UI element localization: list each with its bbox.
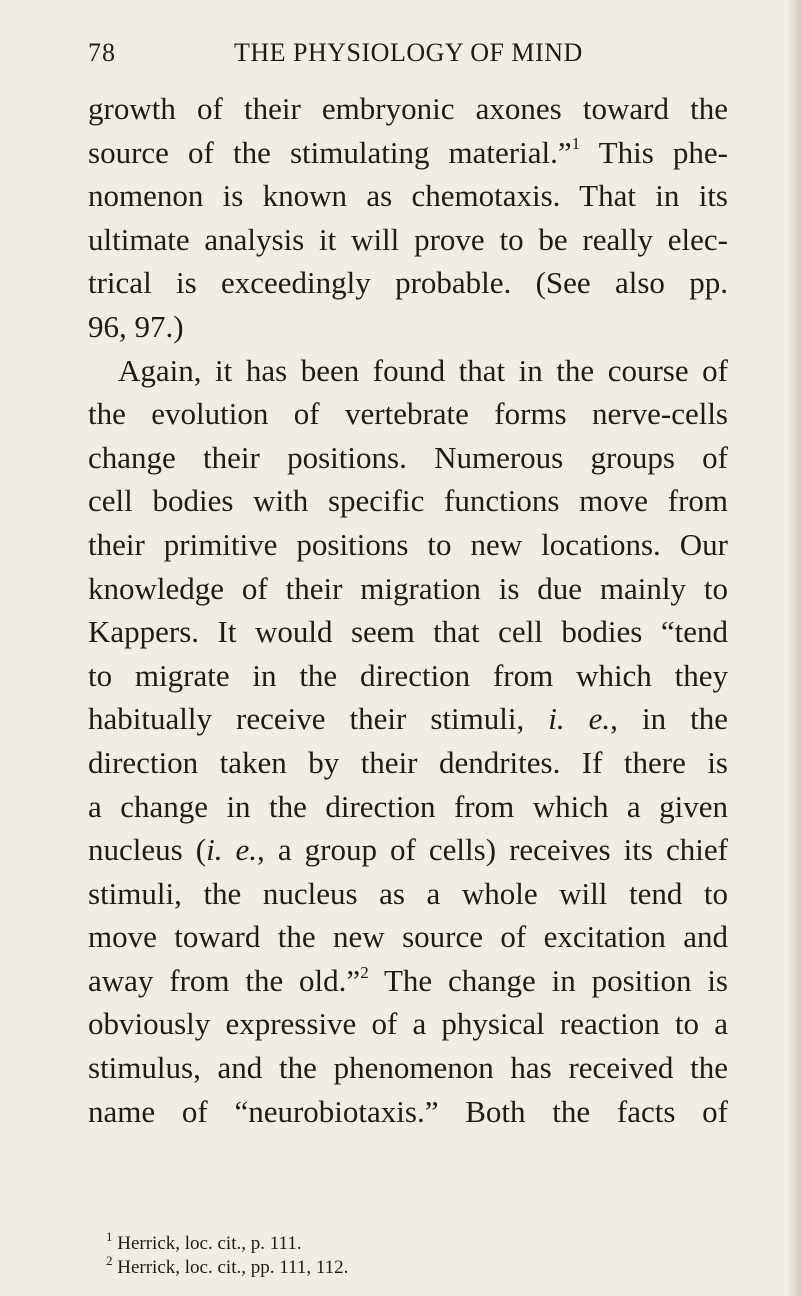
- footnote-ref-2: 2: [360, 962, 369, 982]
- page-number: 78: [88, 38, 116, 67]
- running-title: THE PHYSIOLOGY OF MIND: [234, 38, 583, 67]
- text-line-24: name of “neurobiotaxis.” Both the facts of: [88, 1093, 728, 1129]
- footnotes: [88, 1228, 728, 1280]
- text-line-10: cell bodies with specific functions move from: [88, 483, 728, 519]
- body-text: [88, 87, 728, 1133]
- text-line-5: trical is exceedingly probable. (See also pp.: [88, 265, 728, 301]
- text-line-9: change their positions. Numerous groups of: [88, 439, 728, 475]
- text-line-19: stimuli, the nucleus as a whole will tend to: [88, 875, 728, 911]
- text-line-21: away from the old.”$^2$ The change in position is: [88, 962, 728, 998]
- page-edge-shadow: [787, 0, 801, 1296]
- text-line-8: the evolution of vertebrate forms nerve-cells: [88, 396, 728, 432]
- text-line-6: 96, 97.): [88, 308, 184, 344]
- text-line-11: their primitive positions to new locations. Our: [88, 526, 728, 562]
- text-line-20: move toward the new source of excitation and: [88, 919, 728, 955]
- footnote-marker-1: 1: [106, 1228, 113, 1244]
- text-line-12: knowledge of their migration is due mainly to: [88, 570, 728, 606]
- text-line-23: stimulus, and the phenomenon has received the: [88, 1050, 728, 1086]
- text-line-3: nomenon is known as chemotaxis. That in its: [88, 178, 728, 214]
- text-line-17: a change in the direction from which a given: [88, 788, 728, 824]
- text-line-1: growth of their embryonic axones toward the: [88, 91, 728, 126]
- running-head: [88, 38, 728, 78]
- text-line-14: to migrate in the direction from which they: [88, 657, 728, 693]
- footnote-2: $^2$ Herrick, loc. cit., pp. 111, 112.: [106, 1252, 349, 1278]
- footnote-1: $^1$ Herrick, loc. cit., p. 111.: [106, 1228, 302, 1254]
- footnote-marker-2: 2: [106, 1252, 113, 1268]
- text-line-13: Kappers. It would seem that cell bodies “tend: [88, 614, 728, 650]
- text-line-15: habitually receive their stimuli, i. e., in the: [88, 701, 728, 737]
- text-line-22: obviously expressive of a physical reaction to a: [88, 1006, 728, 1042]
- text-line-2: source of the stimulating material.”$^1$ This phe-: [88, 134, 728, 170]
- footnote-ref-1: 1: [571, 134, 581, 154]
- text-line-7: Again, it has been found that in the course of: [118, 352, 728, 388]
- text-line-4: ultimate analysis it will prove to be really elec-: [88, 221, 728, 257]
- text-line-16: direction taken by their dendrites. If there is: [88, 744, 728, 780]
- text-line-18: nucleus (i. e., a group of cells) receives its chief: [88, 832, 728, 868]
